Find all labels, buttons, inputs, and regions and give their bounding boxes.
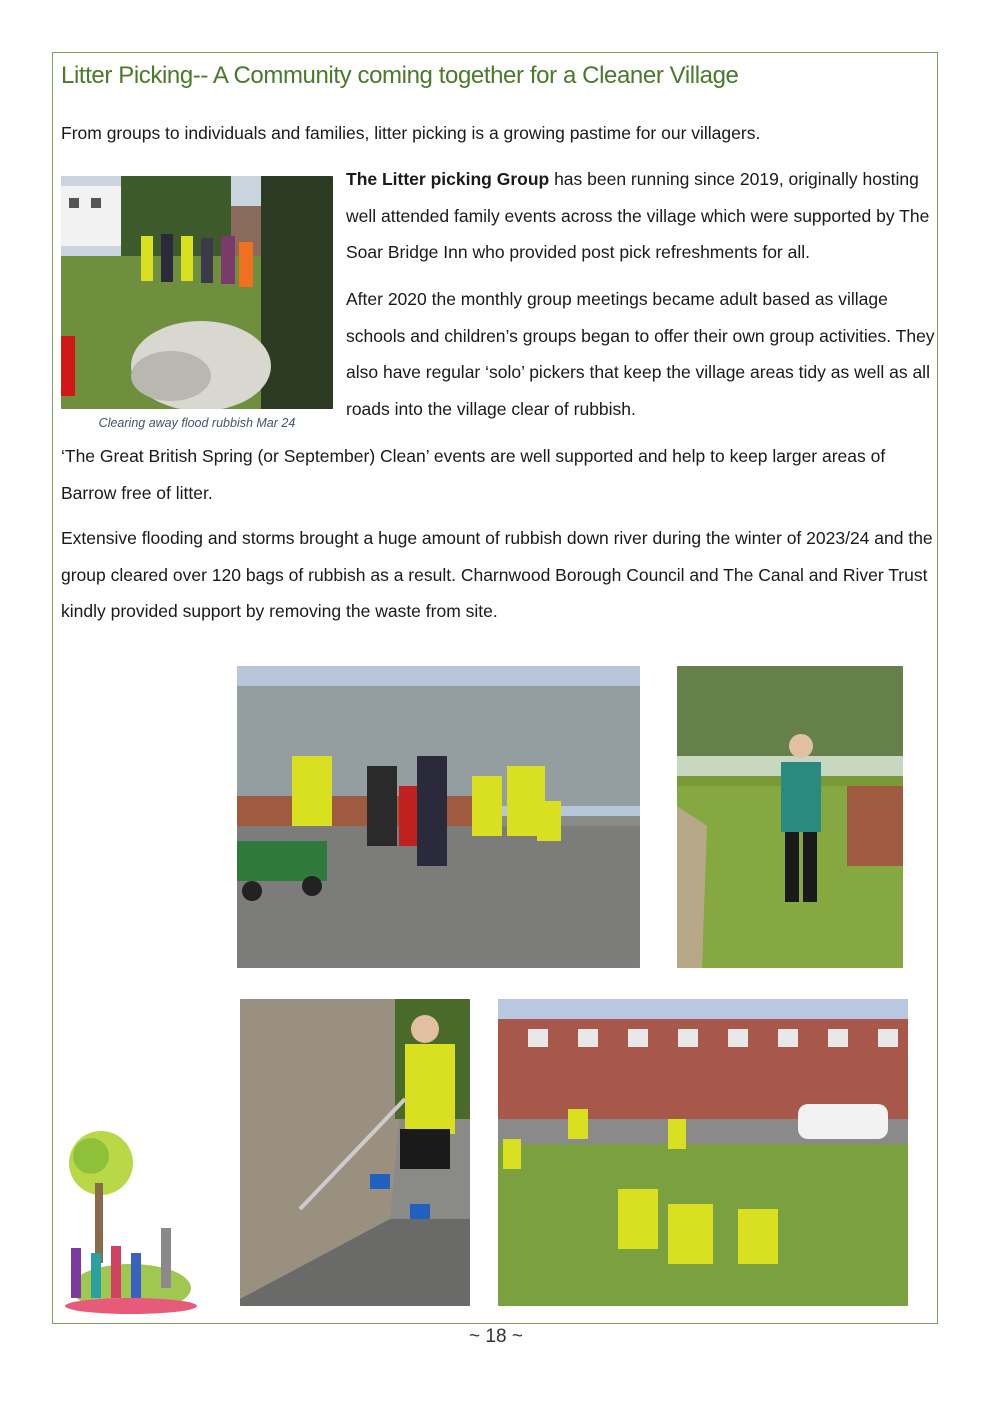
after-2020-paragraph: After 2020 the monthly group meetings became adult based as village schools and children’s groups began to offer their own group activities. They also have regular ‘solo’ pickers that keep the village areas tidy as well as all roads into the village clear of rubbish. — [346, 289, 935, 419]
school-children-photo — [498, 999, 908, 1306]
intro-paragraph: From groups to individuals and families, litter picking is a growing pastime for our villagers. — [61, 123, 761, 143]
spring-clean-paragraph: ‘The Great British Spring (or September) Clean’ events are well supported and help to keep larger areas of Barrow free of litter. — [61, 446, 886, 503]
group-name: The Litter picking Group — [346, 169, 550, 189]
flooding-paragraph: Extensive flooding and storms brought a huge amount of rubbish down river during the winter of 2023/24 and the group cleared over 120 bags of rubbish as a result. Charnwood Borough Council and The Canal and River Trust kindly provided support by removing the waste from site. — [61, 528, 933, 621]
decorative-illustration — [61, 1128, 197, 1316]
group-paragraph — [346, 161, 936, 271]
page-number: ~ 18 ~ — [469, 1326, 523, 1347]
flood-rubbish-photo — [61, 176, 333, 409]
photo-caption: Clearing away flood rubbish Mar 24 — [98, 416, 296, 430]
group-trolley-photo — [237, 666, 640, 968]
page-title: Litter Picking-- A Community coming together for a Cleaner Village — [61, 62, 739, 89]
solo-picker-photo — [677, 666, 903, 968]
child-picker-photo — [240, 999, 470, 1306]
group-paragraph-text: has been running since 2019, originally hosting well attended family events across the village which were supported by The Soar Bridge Inn who provided post pick refreshments for all. — [346, 169, 930, 262]
